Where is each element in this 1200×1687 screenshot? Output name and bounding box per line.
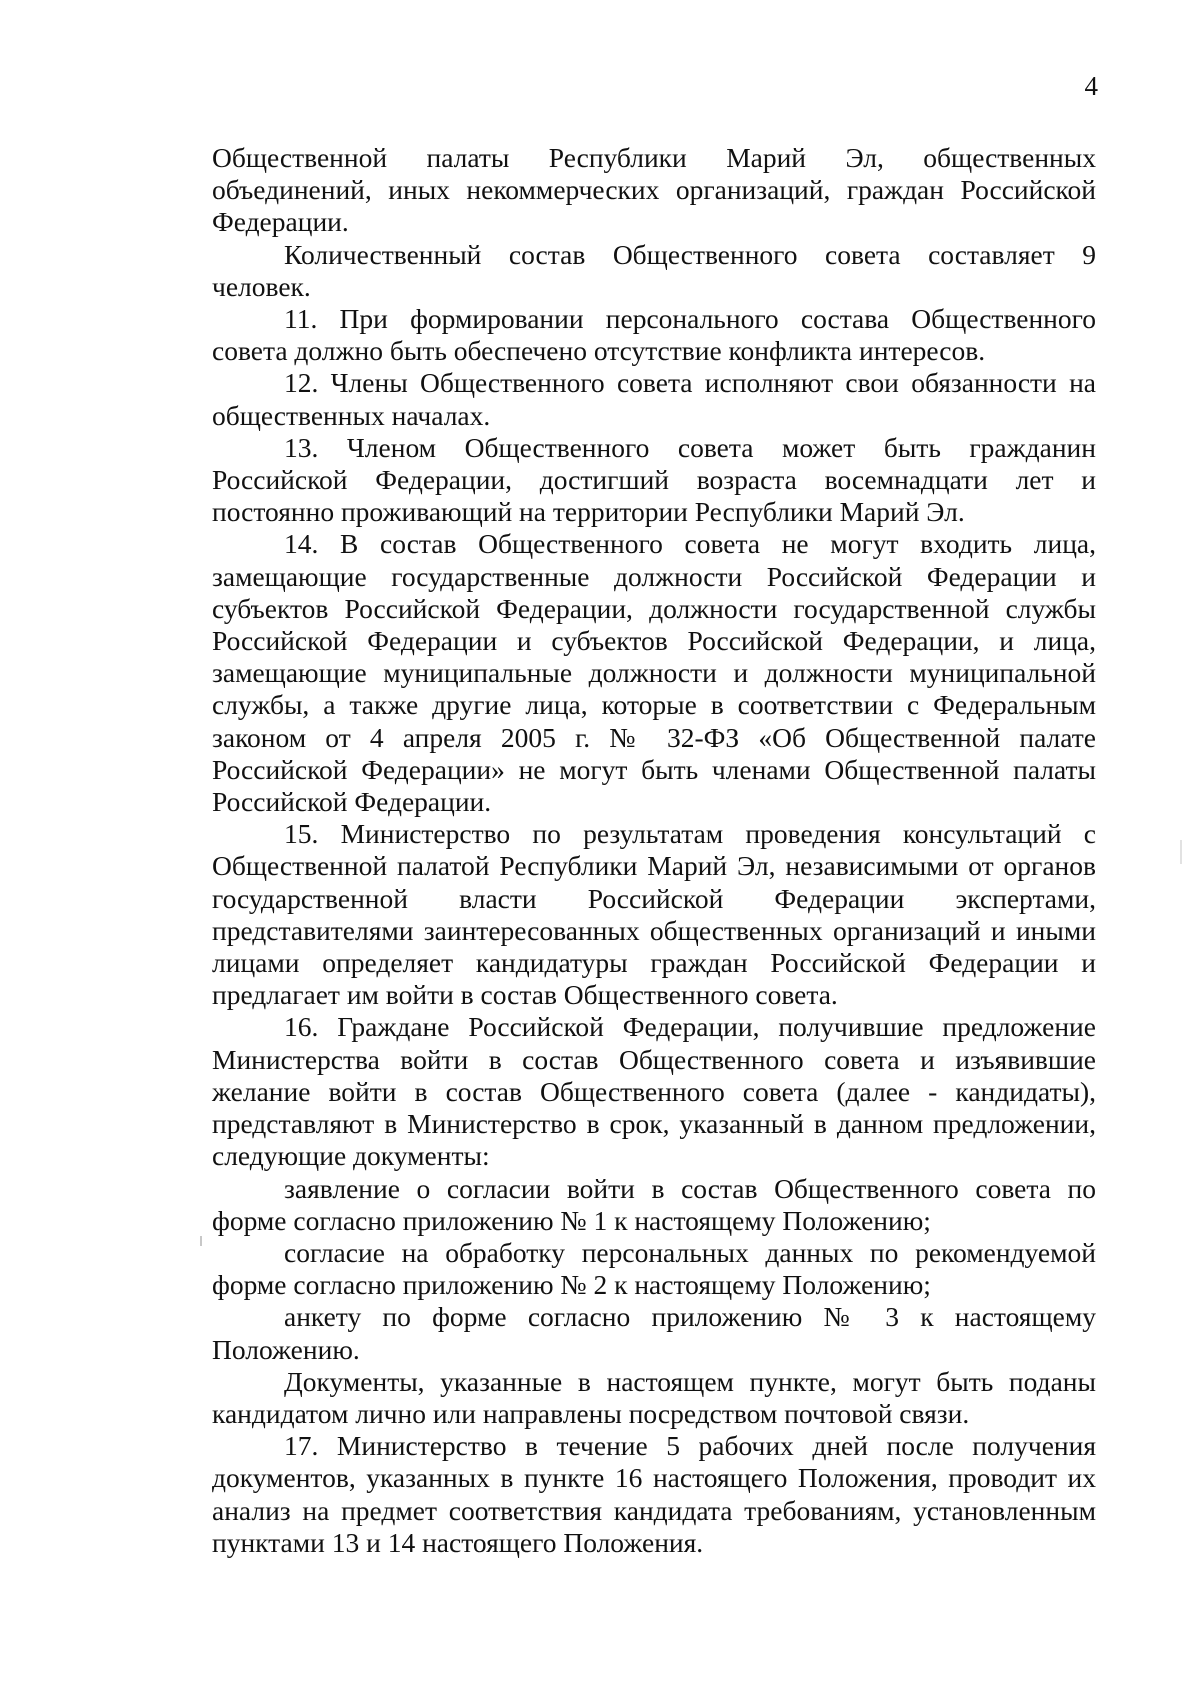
paragraph-item-16: 16. Граждане Российской Федерации, получившие предложение Министерства войти в состав Общественного совета и изъявившие желание войти в состав Общественного совета (далее - кандидаты), представляют в Министерство в срок, указанный в данном предложении, следующие документы: (212, 1011, 1096, 1172)
scan-mark (200, 1236, 202, 1246)
page-number: 4 (1084, 71, 1098, 101)
list-item-questionnaire: анкету по форме согласно приложению № 3 к настоящему Положению. (212, 1301, 1096, 1365)
paragraph-item-17: 17. Министерство в течение 5 рабочих дней после получения документов, указанных в пункте 16 настоящего Положения, проводит их анализ на предмет соответствия кандидата требованиям, установленным пунктами 13 и 14 настоящего Положения. (212, 1430, 1096, 1558)
paragraph-item-12: 12. Члены Общественного совета исполняют свои обязанности на общественных началах. (212, 367, 1096, 431)
paragraph-documents-submission: Документы, указанные в настоящем пункте, могут быть поданы кандидатом лично или направлены посредством почтовой связи. (212, 1365, 1096, 1429)
paragraph-item-14: 14. В состав Общественного совета не могут входить лица, замещающие государственные должности Российской Федерации и субъектов Российской Федерации, должности государственной службы Российской Федерации и субъектов Российской Федерации, и лица, замещающие муниципальные должности и должности муниципальной службы, а также другие лица, которые в соответствии с Федеральным законом от 4 апреля 2005 г. № 32-ФЗ «Об Общественной палате Российской Федерации» не могут быть членами Общественной палаты Российской Федерации. (212, 528, 1096, 818)
paragraph-item-11: 11. При формировании персонального состава Общественного совета должно быть обеспечено отсутствие конфликта интересов. (212, 303, 1096, 367)
paragraph-item-15: 15. Министерство по результатам проведения консультаций с Общественной палатой Республики Марий Эл, независимыми от органов государственной власти Российской Федерации экспертами, представителями заинтересованных общественных организаций и иными лицами определяет кандидатуры граждан Российской Федерации и предлагает им войти в состав Общественного совета. (212, 818, 1096, 1011)
paragraph-item-13: 13. Членом Общественного совета может быть гражданин Российской Федерации, достигший возраста восемнадцати лет и постоянно проживающий на территории Республики Марий Эл. (212, 431, 1096, 528)
document-body (212, 142, 1096, 1559)
list-item-consent: согласие на обработку персональных данных по рекомендуемой форме согласно приложению № 2 к настоящему Положению; (212, 1236, 1096, 1301)
scan-edge-mark (1180, 840, 1182, 864)
list-item-application: заявление о согласии войти в состав Общественного совета по форме согласно приложению № 1 к настоящему Положению; (212, 1172, 1096, 1236)
paragraph-1: Общественной палаты Республики Марий Эл, общественных объединений, иных некоммерческих организаций, граждан Российской Федерации. (212, 142, 1096, 238)
paragraph-2: Количественный состав Общественного совета составляет 9 человек. (212, 238, 1096, 302)
